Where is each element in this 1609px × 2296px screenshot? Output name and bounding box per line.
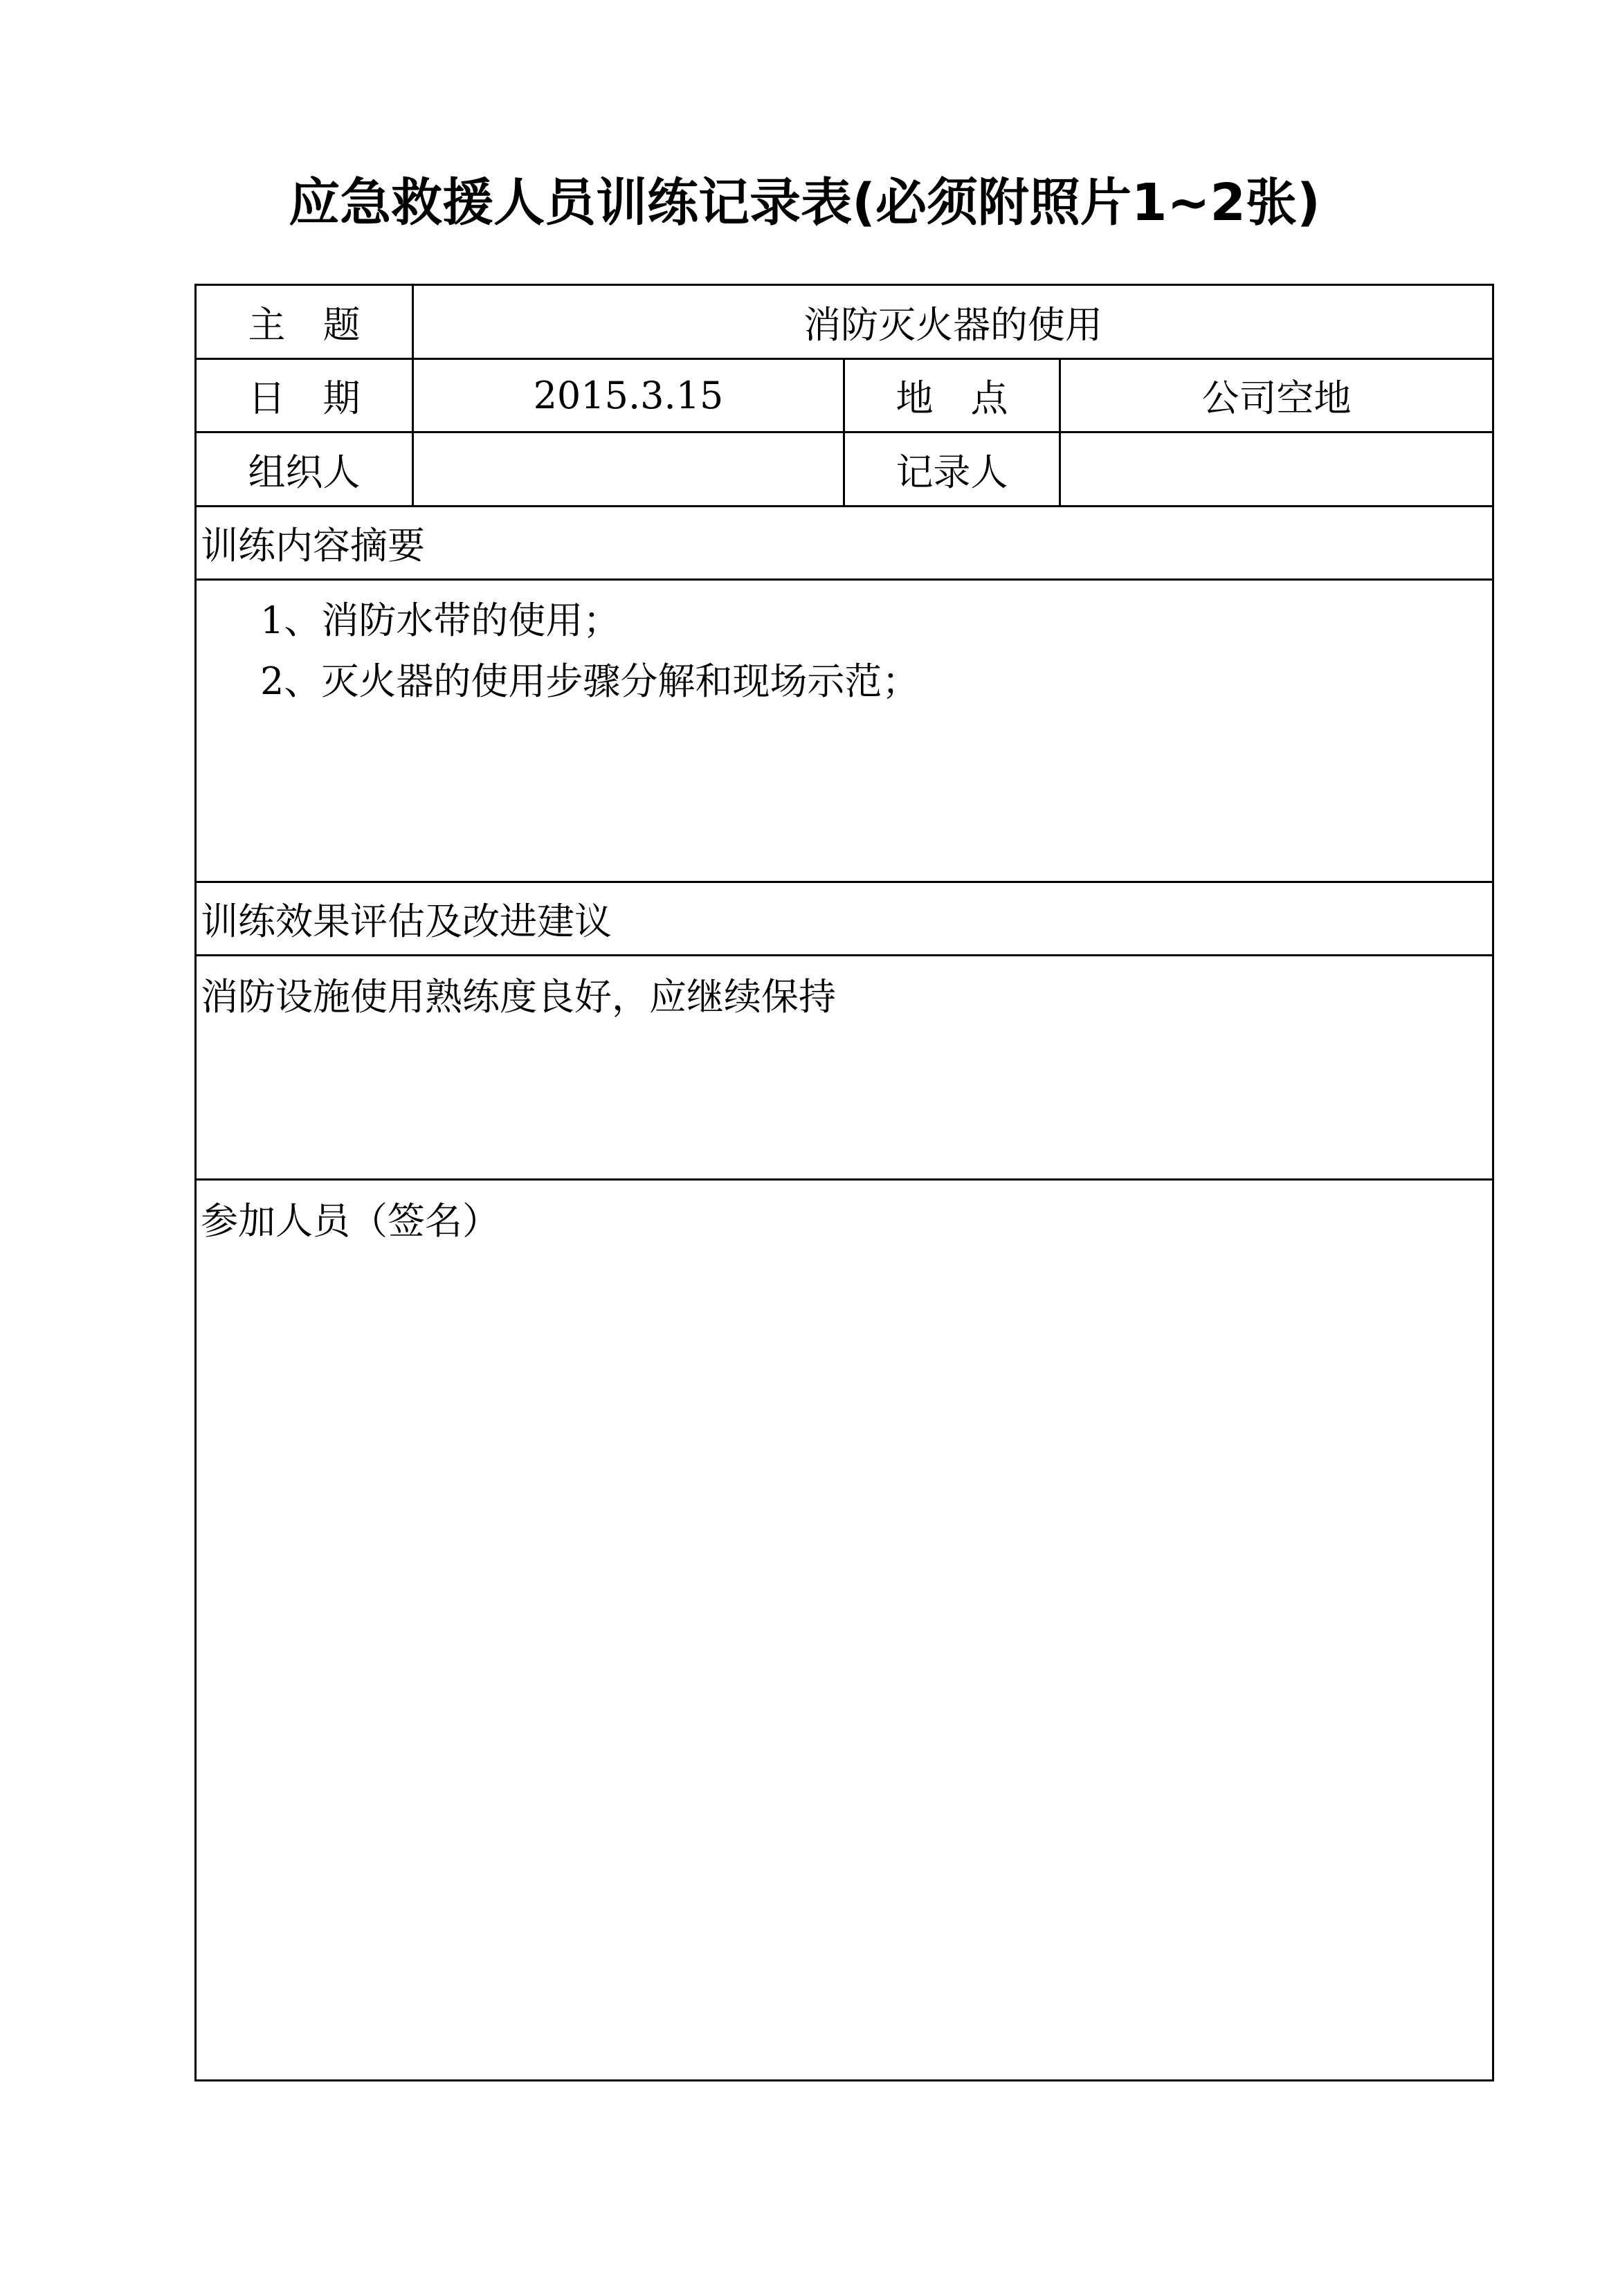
evaluation-value[interactable]: 消防设施使用熟练度良好，应继续保持 bbox=[201, 975, 836, 1019]
location-value[interactable]: 公司空地 bbox=[1201, 376, 1352, 420]
training-record-form bbox=[194, 284, 1494, 2081]
row-divider bbox=[197, 1178, 1492, 1181]
date-value[interactable]: 2015.3.15 bbox=[533, 374, 724, 417]
summary-item: 2、灭火器的使用步骤分解和现场示范； bbox=[260, 659, 920, 703]
row-divider bbox=[197, 954, 1492, 956]
participants-label: 参加人员（签名） bbox=[201, 1199, 500, 1243]
subject-label: 主 题 bbox=[248, 302, 361, 347]
location-label: 地 点 bbox=[896, 376, 1008, 420]
summary-content[interactable] bbox=[260, 590, 919, 712]
evaluation-label: 训练效果评估及改进建议 bbox=[201, 900, 612, 943]
organizer-label: 组织人 bbox=[248, 450, 361, 494]
page-title: 应急救援人员训练记录表(必须附照片1~2张) bbox=[289, 173, 1320, 233]
participants-signature-area[interactable] bbox=[197, 1255, 1492, 2078]
recorder-label: 记录人 bbox=[896, 450, 1008, 494]
subject-value[interactable]: 消防灭火器的使用 bbox=[803, 302, 1102, 347]
date-label: 日 期 bbox=[248, 376, 361, 420]
summary-label: 训练内容摘要 bbox=[201, 524, 425, 567]
summary-item: 1、消防水带的使用； bbox=[260, 599, 621, 642]
row-divider bbox=[197, 578, 1492, 581]
organizer-value[interactable] bbox=[414, 433, 843, 505]
recorder-value[interactable] bbox=[1061, 433, 1492, 505]
